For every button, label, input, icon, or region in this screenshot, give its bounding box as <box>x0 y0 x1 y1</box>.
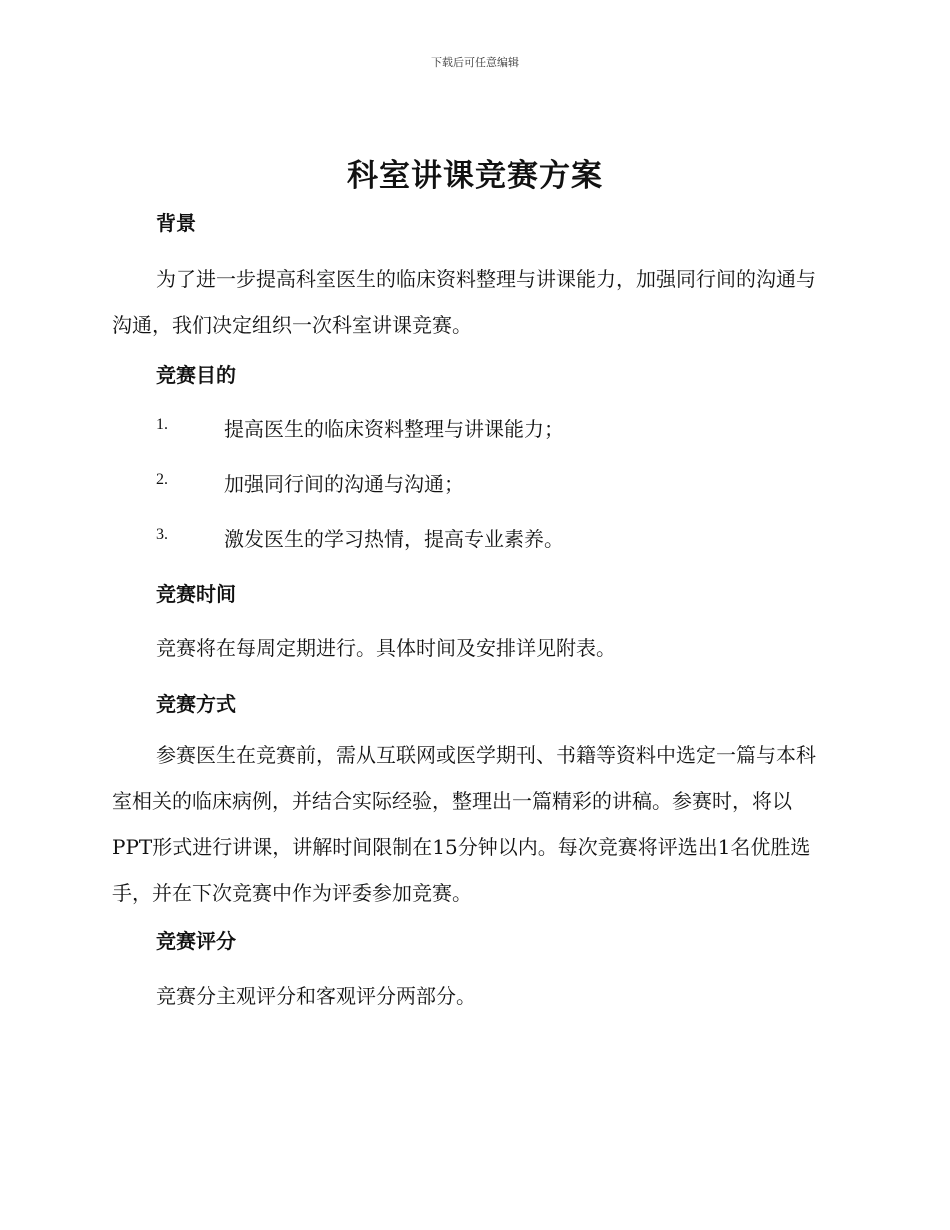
list-number: 2. <box>156 471 168 488</box>
list-number: 1. <box>156 416 168 433</box>
list-text: 激发医生的学习热情，提高专业素养。 <box>224 527 564 551</box>
list-text: 提高医生的临床资料整理与讲课能力； <box>224 417 564 441</box>
paragraph-method: 参赛医生在竞赛前，需从互联网或医学期刊、书籍等资料中选定一篇与本科室相关的临床病例，并结合实际经验，整理出一篇精彩的讲稿。参赛时，将以PPT形式进行讲课，讲解时间限制在15分钟以内。每次竞赛将评选出1名优胜选手，并在下次竞赛中作为评委参加竞赛。 <box>112 743 816 905</box>
paragraph-scoring: 竞赛分主观评分和客观评分两部分。 <box>156 984 476 1008</box>
paragraph-time: 竞赛将在每周定期进行。具体时间及安排详见附表。 <box>156 636 616 660</box>
header-note: 下载后可任意编辑 <box>431 56 519 69</box>
section-heading-method: 竞赛方式 <box>156 692 236 716</box>
section-heading-scoring: 竞赛评分 <box>156 929 236 953</box>
list-text: 加强同行间的沟通与沟通； <box>224 472 464 496</box>
section-heading-purpose: 竞赛目的 <box>156 363 236 387</box>
section-heading-time: 竞赛时间 <box>156 582 236 606</box>
document-title: 科室讲课竞赛方案 <box>347 158 603 194</box>
paragraph-background: 为了进一步提高科室医生的临床资料整理与讲课能力，加强同行间的沟通与沟通，我们决定组织一次科室讲课竞赛。 <box>112 267 816 337</box>
section-heading-background: 背景 <box>156 211 196 235</box>
list-number: 3. <box>156 526 168 543</box>
